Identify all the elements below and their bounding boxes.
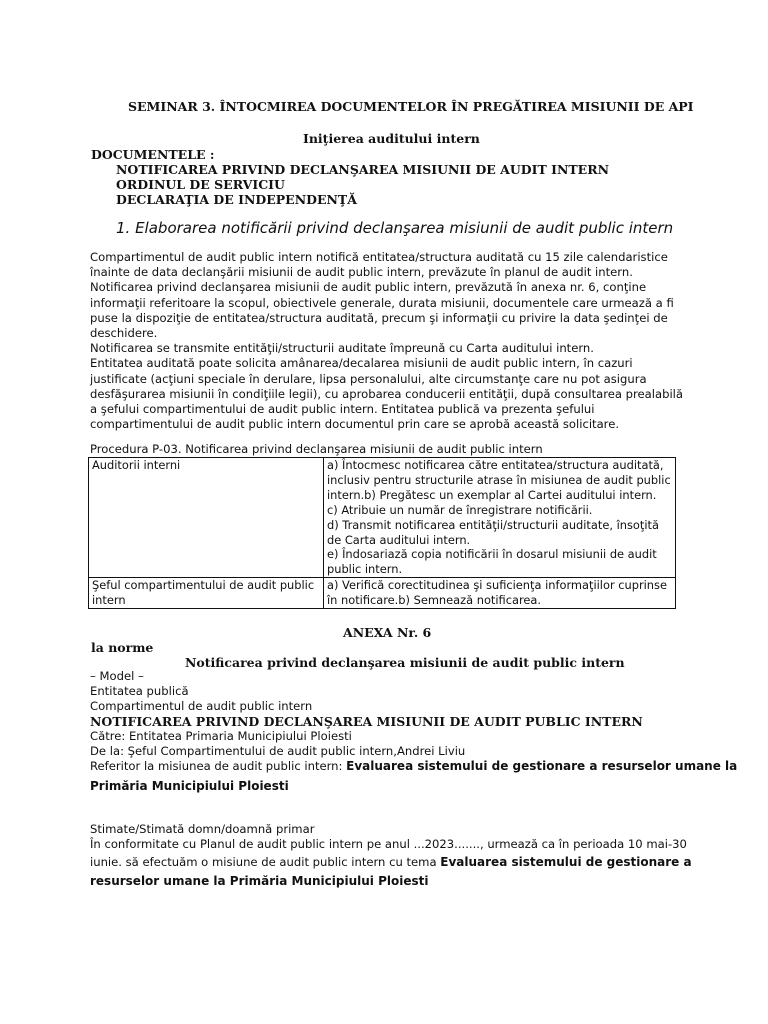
from-line: De la: Şeful Compartimentului de audit public intern,Andrei Liviu xyxy=(90,744,466,758)
duty-line: intern.b) Pregătesc un exemplar al Cartei auditului intern. xyxy=(327,487,657,502)
subtitle: Iniţierea auditului intern xyxy=(303,131,480,146)
to-line: Către: Entitatea Primaria Municipiului Ploiesti xyxy=(90,729,352,743)
paragraph-line: deschidere. xyxy=(90,326,158,341)
duty-line: a) Întocmesc notificarea către entitatea/structura auditată, xyxy=(327,458,664,472)
model-label: – Model – xyxy=(90,669,144,683)
duty-line: în notificare.b) Semnează notificarea. xyxy=(327,593,541,608)
paragraph-line: desfăşurarea misiunii în condiţiile legii), cu aprobarea conducerii entităţii, după consultarea prealabilă xyxy=(90,386,684,401)
body-line: În conformitate cu Planul de audit public intern pe anul ...2023......., urmează ca în perioada 10 mai-30 xyxy=(90,837,687,851)
annex-subtitle: Notificarea privind declanşarea misiunii de audit public intern xyxy=(185,655,625,670)
paragraph-line: informaţii referitoare la scopul, obiectivele generale, durata misiunii, documentele care urmează a fi xyxy=(90,295,674,310)
department-label: Compartimentul de audit public intern xyxy=(90,699,313,713)
paragraph-line: Compartimentul de audit public intern notifică entitatea/structura auditată cu 15 zile calendaristice xyxy=(90,250,668,264)
entity-label: Entitatea publică xyxy=(90,684,189,698)
duty-line: de Carta auditului intern. xyxy=(327,532,471,547)
reference-topic-cont: Primăria Municipiului Ploiesti xyxy=(90,779,289,793)
paragraph-line: înainte de data declanşării misiunii de audit public intern, prevăzute în planul de audit intern. xyxy=(90,265,633,280)
role-cell xyxy=(89,458,324,578)
annex-title: ANEXA Nr. 6 xyxy=(343,625,432,640)
duty-line: e) Îndosariază copia notificării în dosarul misiunii de audit xyxy=(327,547,657,562)
duty-line: a) Verifică corectitudinea şi suficienţa informaţiilor cuprinse xyxy=(327,578,667,593)
duties-cell xyxy=(324,458,676,578)
section-heading: 1. Elaborarea notificării privind declanşarea misiunii de audit public intern xyxy=(116,219,674,237)
role-cell xyxy=(89,578,324,609)
documents-label: DOCUMENTELE : xyxy=(91,147,215,162)
paragraph-line: Notificarea privind declanşarea misiunii de audit public intern, prevăzută în anexa nr. 6, conţine xyxy=(90,280,647,295)
table-row xyxy=(89,578,676,609)
paragraph-line: a şefului compartimentului de audit public intern. Entitatea publică va prezenta şefului xyxy=(90,402,595,417)
role-label: intern xyxy=(92,593,126,608)
paragraph-line: puse la dispoziţie de entitatea/structura auditată, precum şi informaţii cu privire la data şedinţei de xyxy=(90,310,668,325)
reference-prefix: Referitor la misiunea de audit public intern: xyxy=(90,759,347,773)
document-item-ordin: ORDINUL DE SERVICIU xyxy=(116,177,285,192)
reference-line xyxy=(90,759,737,773)
section-paragraph xyxy=(90,250,690,432)
la-norme: la norme xyxy=(91,640,154,655)
duty-line: c) Atribuie un număr de înregistrare notificării. xyxy=(327,502,593,517)
body-topic: Evaluarea sistemului de gestionare a xyxy=(440,855,692,869)
document-item-notificare: NOTIFICAREA PRIVIND DECLANŞAREA MISIUNII DE AUDIT INTERN xyxy=(116,162,610,177)
document-item-declaratie: DECLARAŢIA DE INDEPENDENŢĂ xyxy=(116,192,357,207)
duty-line: inclusiv pentru structurile atrase în misiunea de audit public xyxy=(327,472,671,487)
greeting: Stimate/Stimată domn/doamnă primar xyxy=(90,822,315,836)
paragraph-line: justificate (acţiuni speciale în derulare, lipsa personalului, alte circumstanţe care nu pot asigura xyxy=(90,371,647,386)
procedure-table xyxy=(88,457,676,609)
body-line xyxy=(90,855,692,869)
paragraph-line: Entitatea auditată poate solicita amânarea/decalarea misiunii de audit public intern, în cazuri xyxy=(90,356,633,371)
table-row xyxy=(89,458,676,578)
duty-line: public intern. xyxy=(327,562,403,577)
role-label: Auditorii interni xyxy=(92,458,181,472)
paragraph-line: compartimentului de audit public intern documentul prin care se aprobă această solicitare. xyxy=(90,417,620,432)
notification-title: NOTIFICAREA PRIVIND DECLANŞAREA MISIUNII DE AUDIT PUBLIC INTERN xyxy=(90,714,643,729)
duty-line: d) Transmit notificarea entităţii/structurii auditate, însoţită xyxy=(327,517,659,532)
paragraph-line: Notificarea se transmite entităţii/structurii auditate împreună cu Carta auditului intern. xyxy=(90,341,594,356)
body-prefix: iunie. să efectuăm o misiune de audit public intern cu tema xyxy=(90,855,441,869)
procedure-caption: Procedura P-03. Notificarea privind declanşarea misiunii de audit public intern xyxy=(90,442,543,456)
seminar-title: SEMINAR 3. ÎNTOCMIREA DOCUMENTELOR ÎN PREGĂTIREA MISIUNII DE API xyxy=(128,99,694,114)
role-label: Şeful compartimentului de audit public xyxy=(92,578,315,593)
reference-topic: Evaluarea sistemului de gestionare a resurselor umane la xyxy=(346,759,738,773)
duties-cell xyxy=(324,578,676,609)
body-topic-cont: resurselor umane la Primăria Municipiului Ploiesti xyxy=(90,874,429,888)
